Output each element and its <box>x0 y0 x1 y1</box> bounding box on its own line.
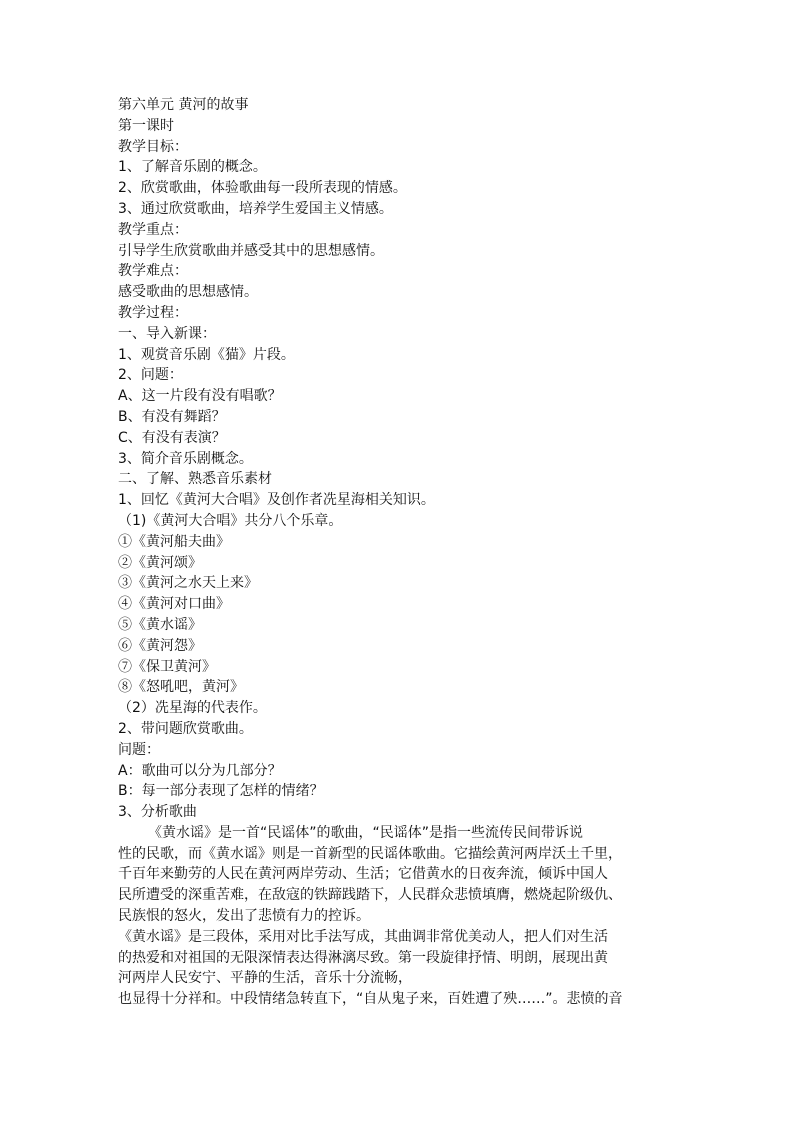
paragraph-line: 性的民歌，而《黄水谣》则是一首新型的民谣体歌曲。它描绘黄河两岸沃土千里， <box>118 845 622 862</box>
unit-title: 第六单元 黄河的故事 <box>118 97 249 113</box>
difficulty-text: 感受歌曲的思想感情。 <box>118 284 258 301</box>
difficulty-heading: 教学难点： <box>118 263 188 280</box>
movement-item: ⑥《黄河怨》 <box>118 637 202 654</box>
section-item: 2、带问题欣赏歌曲。 <box>118 720 253 737</box>
sub-item: （2）冼星海的代表作。 <box>118 700 267 717</box>
section-item: 1、观赏音乐剧《猫》片段。 <box>118 346 295 363</box>
section-item: C、有没有表演？ <box>118 429 226 446</box>
paragraph-line: 的热爱和对祖国的无限深情表达得淋漓尽致。第一段旋律抒情、明朗，展现出黄 <box>118 949 608 966</box>
movement-item: ⑧《怒吼吧，黄河》 <box>118 679 244 696</box>
movement-item: ④《黄河对口曲》 <box>118 596 230 613</box>
section-item: 2、问题： <box>118 367 183 384</box>
key-heading: 教学重点： <box>118 221 188 238</box>
paragraph-line: 民所遭受的深重苦难，在敌寇的铁蹄践踏下，人民群众悲愤填膺，燃烧起阶级仇、 <box>118 887 622 904</box>
goal-item: 1、了解音乐剧的概念。 <box>118 159 267 176</box>
question-item: A：歌曲可以分为几部分？ <box>118 762 282 779</box>
paragraph-line: 民族恨的怒火，发出了悲愤有力的控诉。 <box>118 908 370 925</box>
movement-item: ⑦《保卫黄河》 <box>118 658 216 675</box>
key-text: 引导学生欣赏歌曲并感受其中的思想感情。 <box>118 242 384 259</box>
question-item: B：每一部分表现了怎样的情绪？ <box>118 783 324 800</box>
paragraph-line: 河两岸人民安宁、平静的生活，音乐十分流畅， <box>118 970 412 987</box>
movement-item: ⑤《黄水谣》 <box>118 616 202 633</box>
movement-item: ①《黄河船夫曲》 <box>118 533 230 550</box>
paragraph-line: 千百年来勤劳的人民在黄河两岸劳动、生活；它借黄水的日夜奔流，倾诉中国人 <box>118 866 608 883</box>
section-item: 1、回忆《黄河大合唱》及创作者冼星海相关知识。 <box>118 492 435 509</box>
goal-item: 3、通过欣赏歌曲，培养学生爱国主义情感。 <box>118 200 393 217</box>
section-item: 3、简介音乐剧概念。 <box>118 450 253 467</box>
section-item: A、这一片段有没有唱歌？ <box>118 388 282 405</box>
movement-item: ②《黄河颂》 <box>118 554 202 571</box>
section-heading: 二、了解、熟悉音乐素材 <box>118 471 272 488</box>
lesson-label: 第一课时 <box>118 117 174 134</box>
paragraph-line: 《黄水谣》是三段体，采用对比手法写成，其曲调非常优美动人，把人们对生活 <box>118 928 608 945</box>
section-heading: 一、导入新课： <box>118 325 216 342</box>
section-item: 3、分析歌曲 <box>118 804 197 821</box>
paragraph-line: 《黄水谣》是一首“民谣体”的歌曲，“民谣体”是指一些流传民间带诉说 <box>148 824 584 841</box>
analysis-paragraph-1 <box>118 823 678 927</box>
goal-item: 2、欣赏歌曲，体验歌曲每一段所表现的情感。 <box>118 180 407 197</box>
process-heading: 教学过程： <box>118 304 188 321</box>
goals-heading: 教学目标： <box>118 138 188 155</box>
movement-item: ③《黄河之水天上来》 <box>118 575 258 592</box>
sub-item: （1)《黄河大合唱》共分八个乐章。 <box>118 512 343 529</box>
document-body <box>118 95 678 1010</box>
questions-heading: 问题： <box>118 741 160 758</box>
section-item: B、有没有舞蹈？ <box>118 408 226 425</box>
paragraph-line: 也显得十分祥和。中段情绪急转直下，“自从鬼子来，百姓遭了殃……”。悲愤的音 <box>118 991 623 1008</box>
analysis-paragraph-2 <box>118 927 678 1010</box>
